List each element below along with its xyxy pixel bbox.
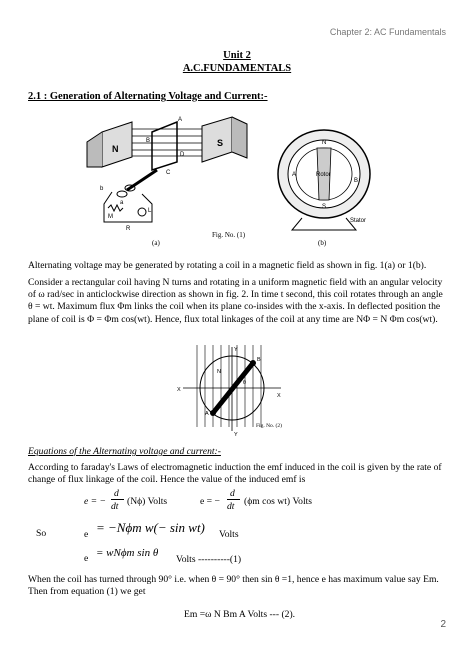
eq2-e: e [84,529,89,540]
figure-1a-coil-generator [82,112,272,232]
svg-text:B: B [257,357,261,363]
eq1-lhs: e = − [84,496,107,507]
paragraph-2: Consider a rectangular coil having N turns and rotating in a uniform magnetic field with an angular velocity of ω rad/sec in anticlockwise direction as shown in fig. 2. In time t second, this coil rotates through an angle θ = wt. Maximum flux Φm links the coil when its plane co-insides with the x-axis. In deflected position the plane of coil is Φ = Φm cos(wt). Hence, flux total linkages of the coil at any time are NΦ = N Φm cos(wt). [28,277,443,325]
svg-text:Y: Y [234,432,238,438]
svg-text:N: N [322,140,327,146]
svg-text:Rotor: Rotor [316,172,331,178]
eq1-lhs2: e = − [200,496,220,507]
fig1b-sublabel: (b) [318,239,327,247]
figure-1b-alternator [272,126,382,236]
svg-text:Y: Y [234,347,238,353]
unit-title: Unit 2 [223,50,251,61]
eq2-expr: = −Nϕm w(− sin wt) [96,520,205,535]
eq1-right: (ϕm cos wt) Volts [244,496,313,507]
svg-text:B: B [354,178,359,184]
final-equation: Em =ω N Bm A Volts --- (2). [184,609,296,620]
svg-text:Stator: Stator [350,218,367,224]
fig1-caption: Fig. No. (1) [212,231,246,239]
chapter-title: A.C.FUNDAMENTALS [182,63,292,74]
equations-heading: Equations of the Alternating voltage and current:- [28,446,221,457]
eq1-dt-den: dt [111,501,119,512]
label-n-pole: N [112,144,119,154]
svg-text:θ: θ [243,380,247,386]
svg-text:b: b [100,186,104,192]
fig1a-sublabel: (a) [152,239,160,247]
eq3-expr: = wNϕm sin θ [96,547,159,559]
svg-text:R: R [126,226,131,232]
paragraph-1: Alternating voltage may be generated by rotating a coil in a magnetic field as shown in fig. 1(a) or 1(b). [28,260,427,271]
eq3-e: e [84,553,89,564]
svg-text:A: A [178,117,183,123]
page-number: 2 [440,619,446,630]
svg-text:B: B [146,138,151,144]
eq2-unit: Volts [219,529,239,540]
so-label: So [36,528,47,539]
eq3-unit: Volts ----------(1) [176,554,242,565]
fig2-caption: Fig. No. (2) [256,423,282,429]
svg-text:M: M [108,214,113,220]
svg-text:C: C [166,170,171,176]
paragraph-3: According to faraday's Laws of electromagnetic induction the emf induced in the coil is given by the rate of change of flux linkage of the coil. Hence the value of the induced emf is [28,462,442,486]
svg-text:a: a [120,200,124,206]
eq1b-dt-den: dt [227,501,235,512]
eq1-fraction-bar [111,499,124,500]
svg-text:S: S [322,204,327,210]
chapter-header: Chapter 2: AC Fundamentals [329,27,446,37]
svg-text:N: N [217,369,221,375]
label-s-pole: S [217,138,224,148]
svg-text:X: X [277,393,281,399]
svg-text:X: X [177,387,181,393]
eq1b-fraction-bar [227,499,240,500]
svg-text:A: A [205,411,209,417]
eq1-d-num: d [114,488,119,499]
svg-text:L: L [148,208,152,214]
paragraph-4: When the coil has turned through 90° i.e. when θ = 90° then sin θ =1, hence e has maximum value say Em. Then from equation (1) we get [28,574,439,598]
svg-text:D: D [180,152,185,158]
section-heading: 2.1 : Generation of Alternating Voltage and Current:- [28,91,268,102]
eq1-mid: (Nϕ) Volts [127,496,168,507]
svg-text:A: A [292,172,297,178]
eq1b-d-num: d [230,488,235,499]
